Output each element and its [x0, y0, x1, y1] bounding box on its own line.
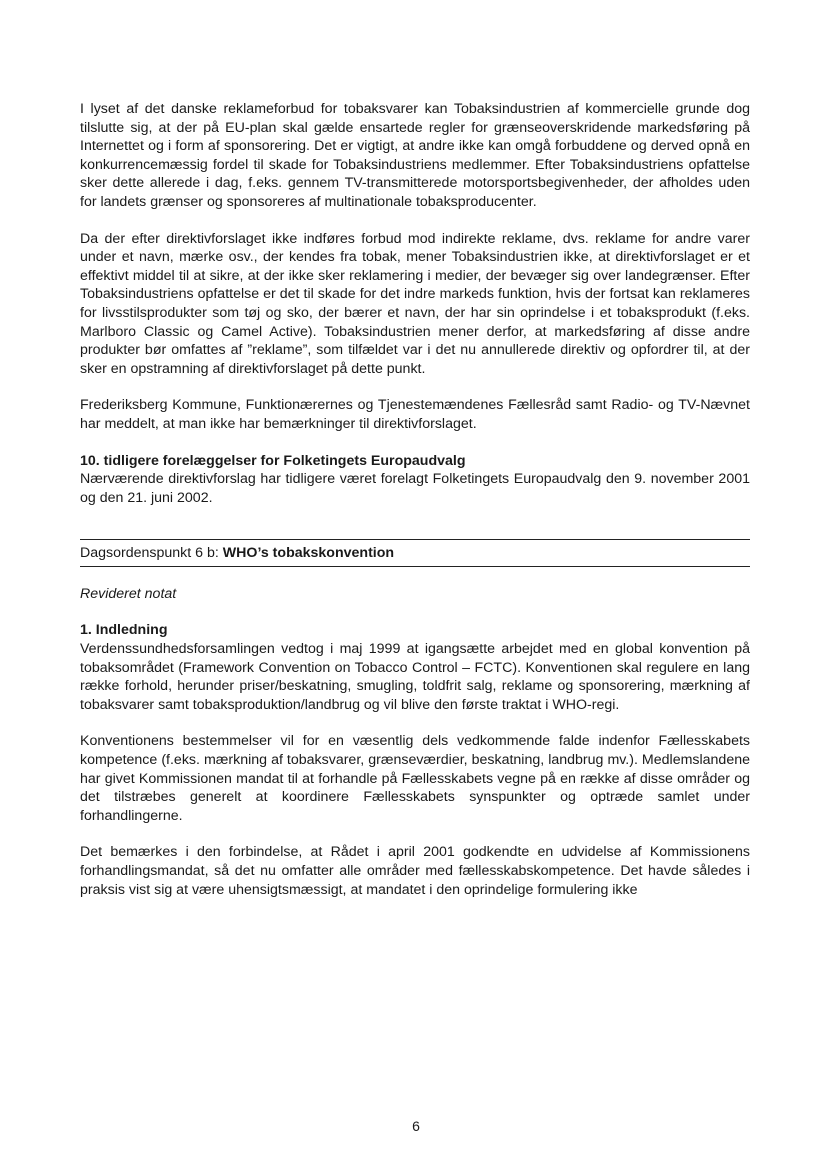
- agenda-title: WHO’s tobakskonvention: [222, 545, 395, 562]
- section-10-heading: 10. tidligere forelæggelser for Folketingets Europaudvalg: [80, 452, 466, 469]
- paragraph-industry-position: I lyset af det danske reklameforbud for tobaksvarer kan Tobaksindustrien af kommercielle grunde dog tilslutte sig, at der på EU-plan skal gælde ensartede regler for grænseoverskridende markedsføring på Internettet og i form af sponsorering. Det er vigtigt, at andre ikke kan omgå forbuddene og derved opnå en konkurrencemæssig fordel til skade for Tobaksindustriens medlemmer. Efter Tobaksindustriens opfattelse sker dette allerede i dag, f.eks. gennem TV-transmitterede motorsportsbegivenheder, der afholdes uden for landets grænser og sponsoreres af multinationale tobaksproducenter.: [80, 101, 750, 210]
- agenda-item-header: [80, 540, 750, 567]
- paragraph-no-comments: Frederiksberg Kommune, Funktionærernes og Tjenestemændenes Fællesråd samt Radio- og TV-Nævnet har meddelt, at man ikke har bemærkninger til direktivforslaget.: [80, 397, 750, 432]
- section-1-paragraph-1: Verdenssundhedsforsamlingen vedtog i maj 1999 at igangsætte arbejdet med en global konvention på tobaksområdet (Framework Convention on Tobacco Control – FCTC). Konventionen skal regulere en lang række forhold, herunder priser/beskatning, smugling, toldfrit salg, reklame og sponsorering, mærkning af tobaksvarer samt tobaksproduktion/landbrug og vil blive den første traktat i WHO-regi.: [80, 641, 750, 713]
- section-1-heading: 1. Indledning: [80, 622, 168, 639]
- page-number: 6: [412, 1118, 420, 1134]
- revised-note: Revideret notat: [80, 585, 177, 602]
- section-1-paragraph-2: Konventionens bestemmelser vil for en væsentlig dels vedkommende falde indenfor Fællesskabets kompetence (f.eks. mærkning af tobaksvarer, grænseværdier, beskatning, landbrug mv.). Medlemslandene har givet Kommissionen mandat til at forhandle på Fællesskabets vegne på en række af disse områder og det tilstræbes generelt at koordinere Fællesskabets synspunkter og optræde samlet under forhandlingerne.: [80, 733, 750, 824]
- paragraph-indirect-advertising: Da der efter direktivforslaget ikke indføres forbud mod indirekte reklame, dvs. reklame for andre varer under et navn, mærke osv., der kendes fra tobak, mener Tobaksindustrien ikke, at direktivforslaget er et effektivt middel til at sikre, at der ikke sker reklamering i medier, der bevæger sig over landegrænser. Efter Tobaksindustriens opfattelse er det til skade for det indre markeds funktion, hvis der fortsat kan reklameres for livsstilsprodukter som tøj og sko, der bærer et navn, der har sin oprindelse i et tobaksprodukt (f.eks. Marlboro Classic og Camel Active). Tobaksindustrien mener derfor, at markedsføring af disse andre produkter bør omfattes af ”reklame”, som tilfældet var i det nu annullerede direktiv og opfordrer til, at der sker en opstramning af direktivforslaget på dette punkt.: [80, 230, 750, 377]
- agenda-prefix: Dagsordenspunkt 6 b:: [80, 545, 223, 562]
- section-10-body: Nærværende direktivforslag har tidligere været forelagt Folketingets Europaudvalg den 9. november 2001 og den 21. juni 2002.: [80, 471, 750, 506]
- page-content: [80, 100, 750, 899]
- section-1-paragraph-3: Det bemærkes i den forbindelse, at Rådet i april 2001 godkendte en udvidelse af Kommissionens forhandlingsmandat, så det nu omfatter alle områder med fællesskabskompetence. Det havde således i praksis vist sig at være uhensigtsmæssigt, at mandatet i den oprindelige formulering ikke: [80, 844, 750, 898]
